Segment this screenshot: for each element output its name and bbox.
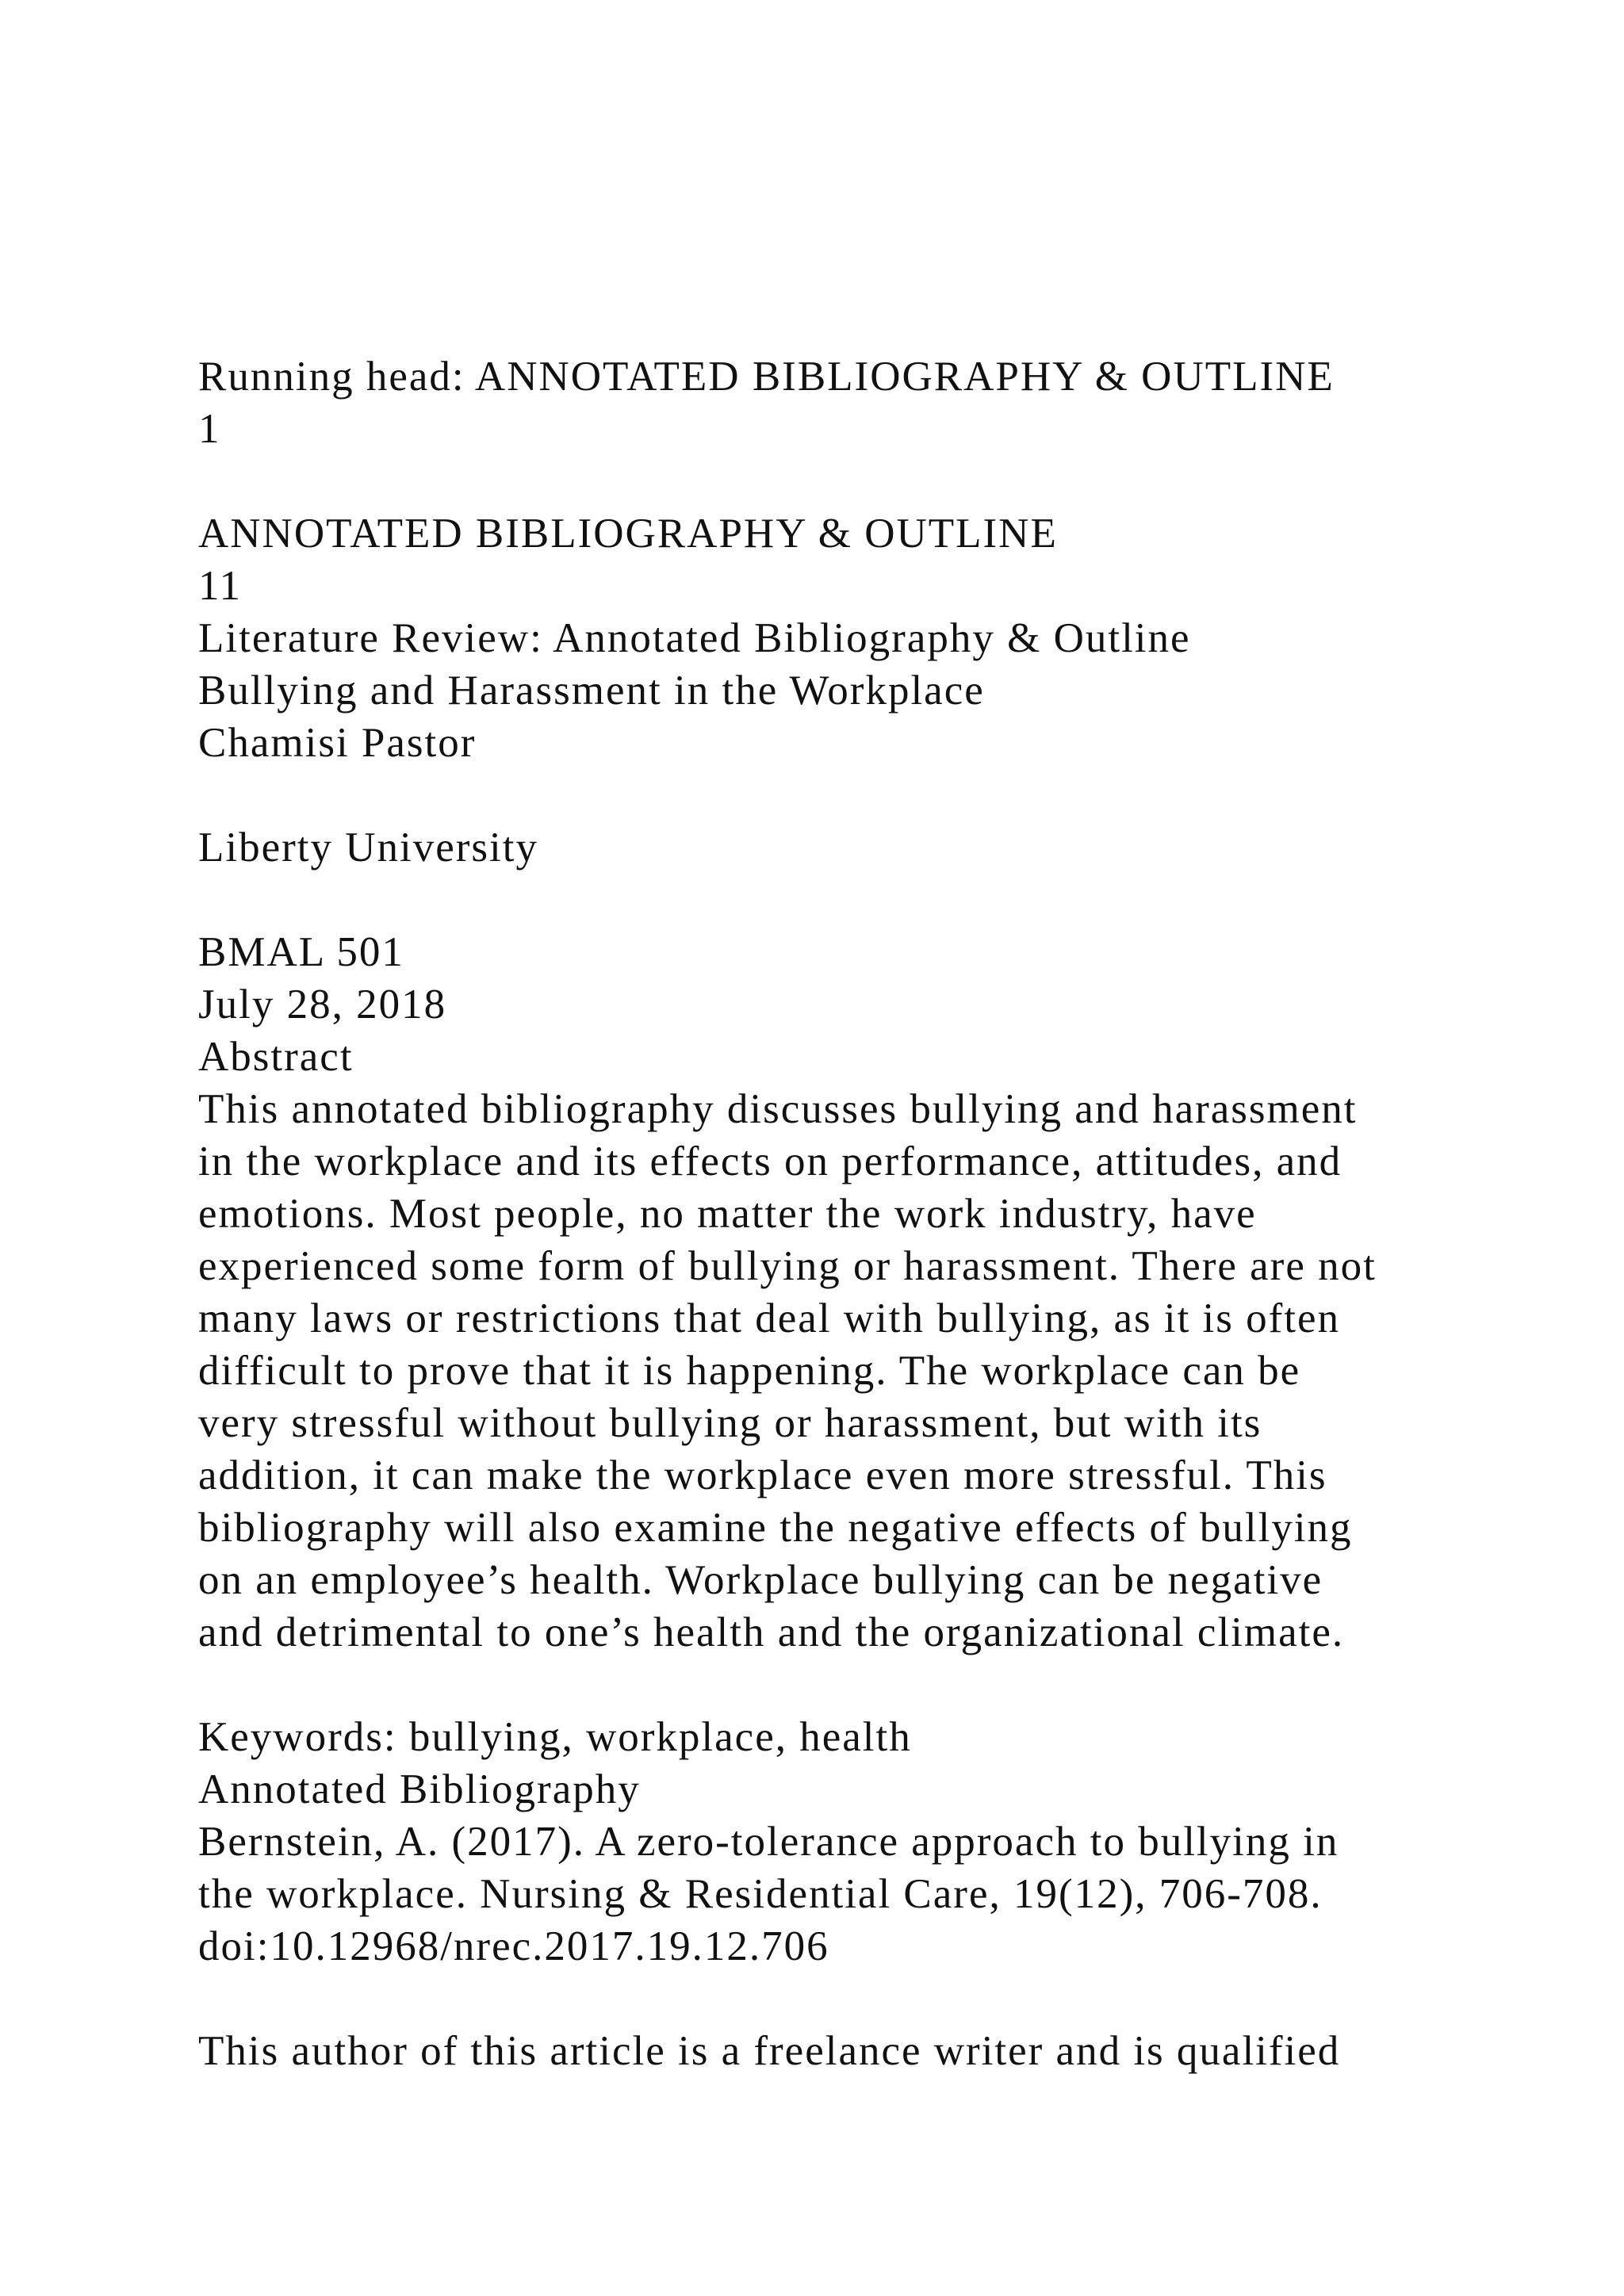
- citation-line: doi:10.12968/nrec.2017.19.12.706: [198, 1923, 829, 1969]
- abstract-line: many laws or restrictions that deal with bullying, as it is often: [198, 1295, 1341, 1341]
- keywords: Keywords: bullying, workplace, health: [198, 1714, 912, 1760]
- abstract-heading: Abstract: [198, 1034, 354, 1080]
- abstract-line: experienced some form of bullying or harassment. There are not: [198, 1243, 1377, 1289]
- citation-line: the workplace. Nursing & Residential Care, 19(12), 706-708.: [198, 1871, 1323, 1917]
- abstract-line: in the workplace and its effects on performance, attitudes, and: [198, 1138, 1342, 1184]
- annotation-line: This author of this article is a freelance writer and is qualified: [198, 2028, 1341, 2074]
- page-number: 1: [198, 406, 221, 452]
- abstract-line: addition, it can make the workplace even more stressful. This: [198, 1452, 1327, 1498]
- document-body: [198, 350, 1546, 2077]
- running-head: Running head: ANNOTATED BIBLIOGRAPHY & OUTLINE: [198, 354, 1335, 400]
- bibliography-heading: Annotated Bibliography: [198, 1766, 641, 1812]
- blank-line: [198, 1659, 1546, 1711]
- blank-line: [198, 769, 1546, 821]
- abstract-line: emotions. Most people, no matter the work industry, have: [198, 1191, 1257, 1237]
- document-title: Literature Review: Annotated Bibliography & Outline: [198, 615, 1191, 661]
- abstract-line: and detrimental to one’s health and the organizational climate.: [198, 1609, 1345, 1655]
- short-title-page-number: 11: [198, 563, 243, 609]
- abstract-line: This annotated bibliography discusses bullying and harassment: [198, 1086, 1358, 1132]
- document-date: July 28, 2018: [198, 982, 447, 1027]
- author-name: Chamisi Pastor: [198, 720, 477, 766]
- abstract-line: very stressful without bullying or harassment, but with its: [198, 1400, 1262, 1446]
- citation-line: Bernstein, A. (2017). A zero-tolerance approach to bullying in: [198, 1819, 1339, 1865]
- institution: Liberty University: [198, 825, 538, 871]
- abstract-line: on an employee’s health. Workplace bullying can be negative: [198, 1557, 1323, 1603]
- blank-line: [198, 874, 1546, 926]
- document-subtitle: Bullying and Harassment in the Workplace: [198, 668, 985, 714]
- abstract-line: bibliography will also examine the negative effects of bullying: [198, 1505, 1353, 1551]
- blank-line: [198, 1973, 1546, 2025]
- blank-line: [198, 455, 1546, 507]
- course-code: BMAL 501: [198, 929, 404, 975]
- abstract-line: difficult to prove that it is happening. The workplace can be: [198, 1348, 1301, 1394]
- short-title: ANNOTATED BIBLIOGRAPHY & OUTLINE: [198, 511, 1058, 557]
